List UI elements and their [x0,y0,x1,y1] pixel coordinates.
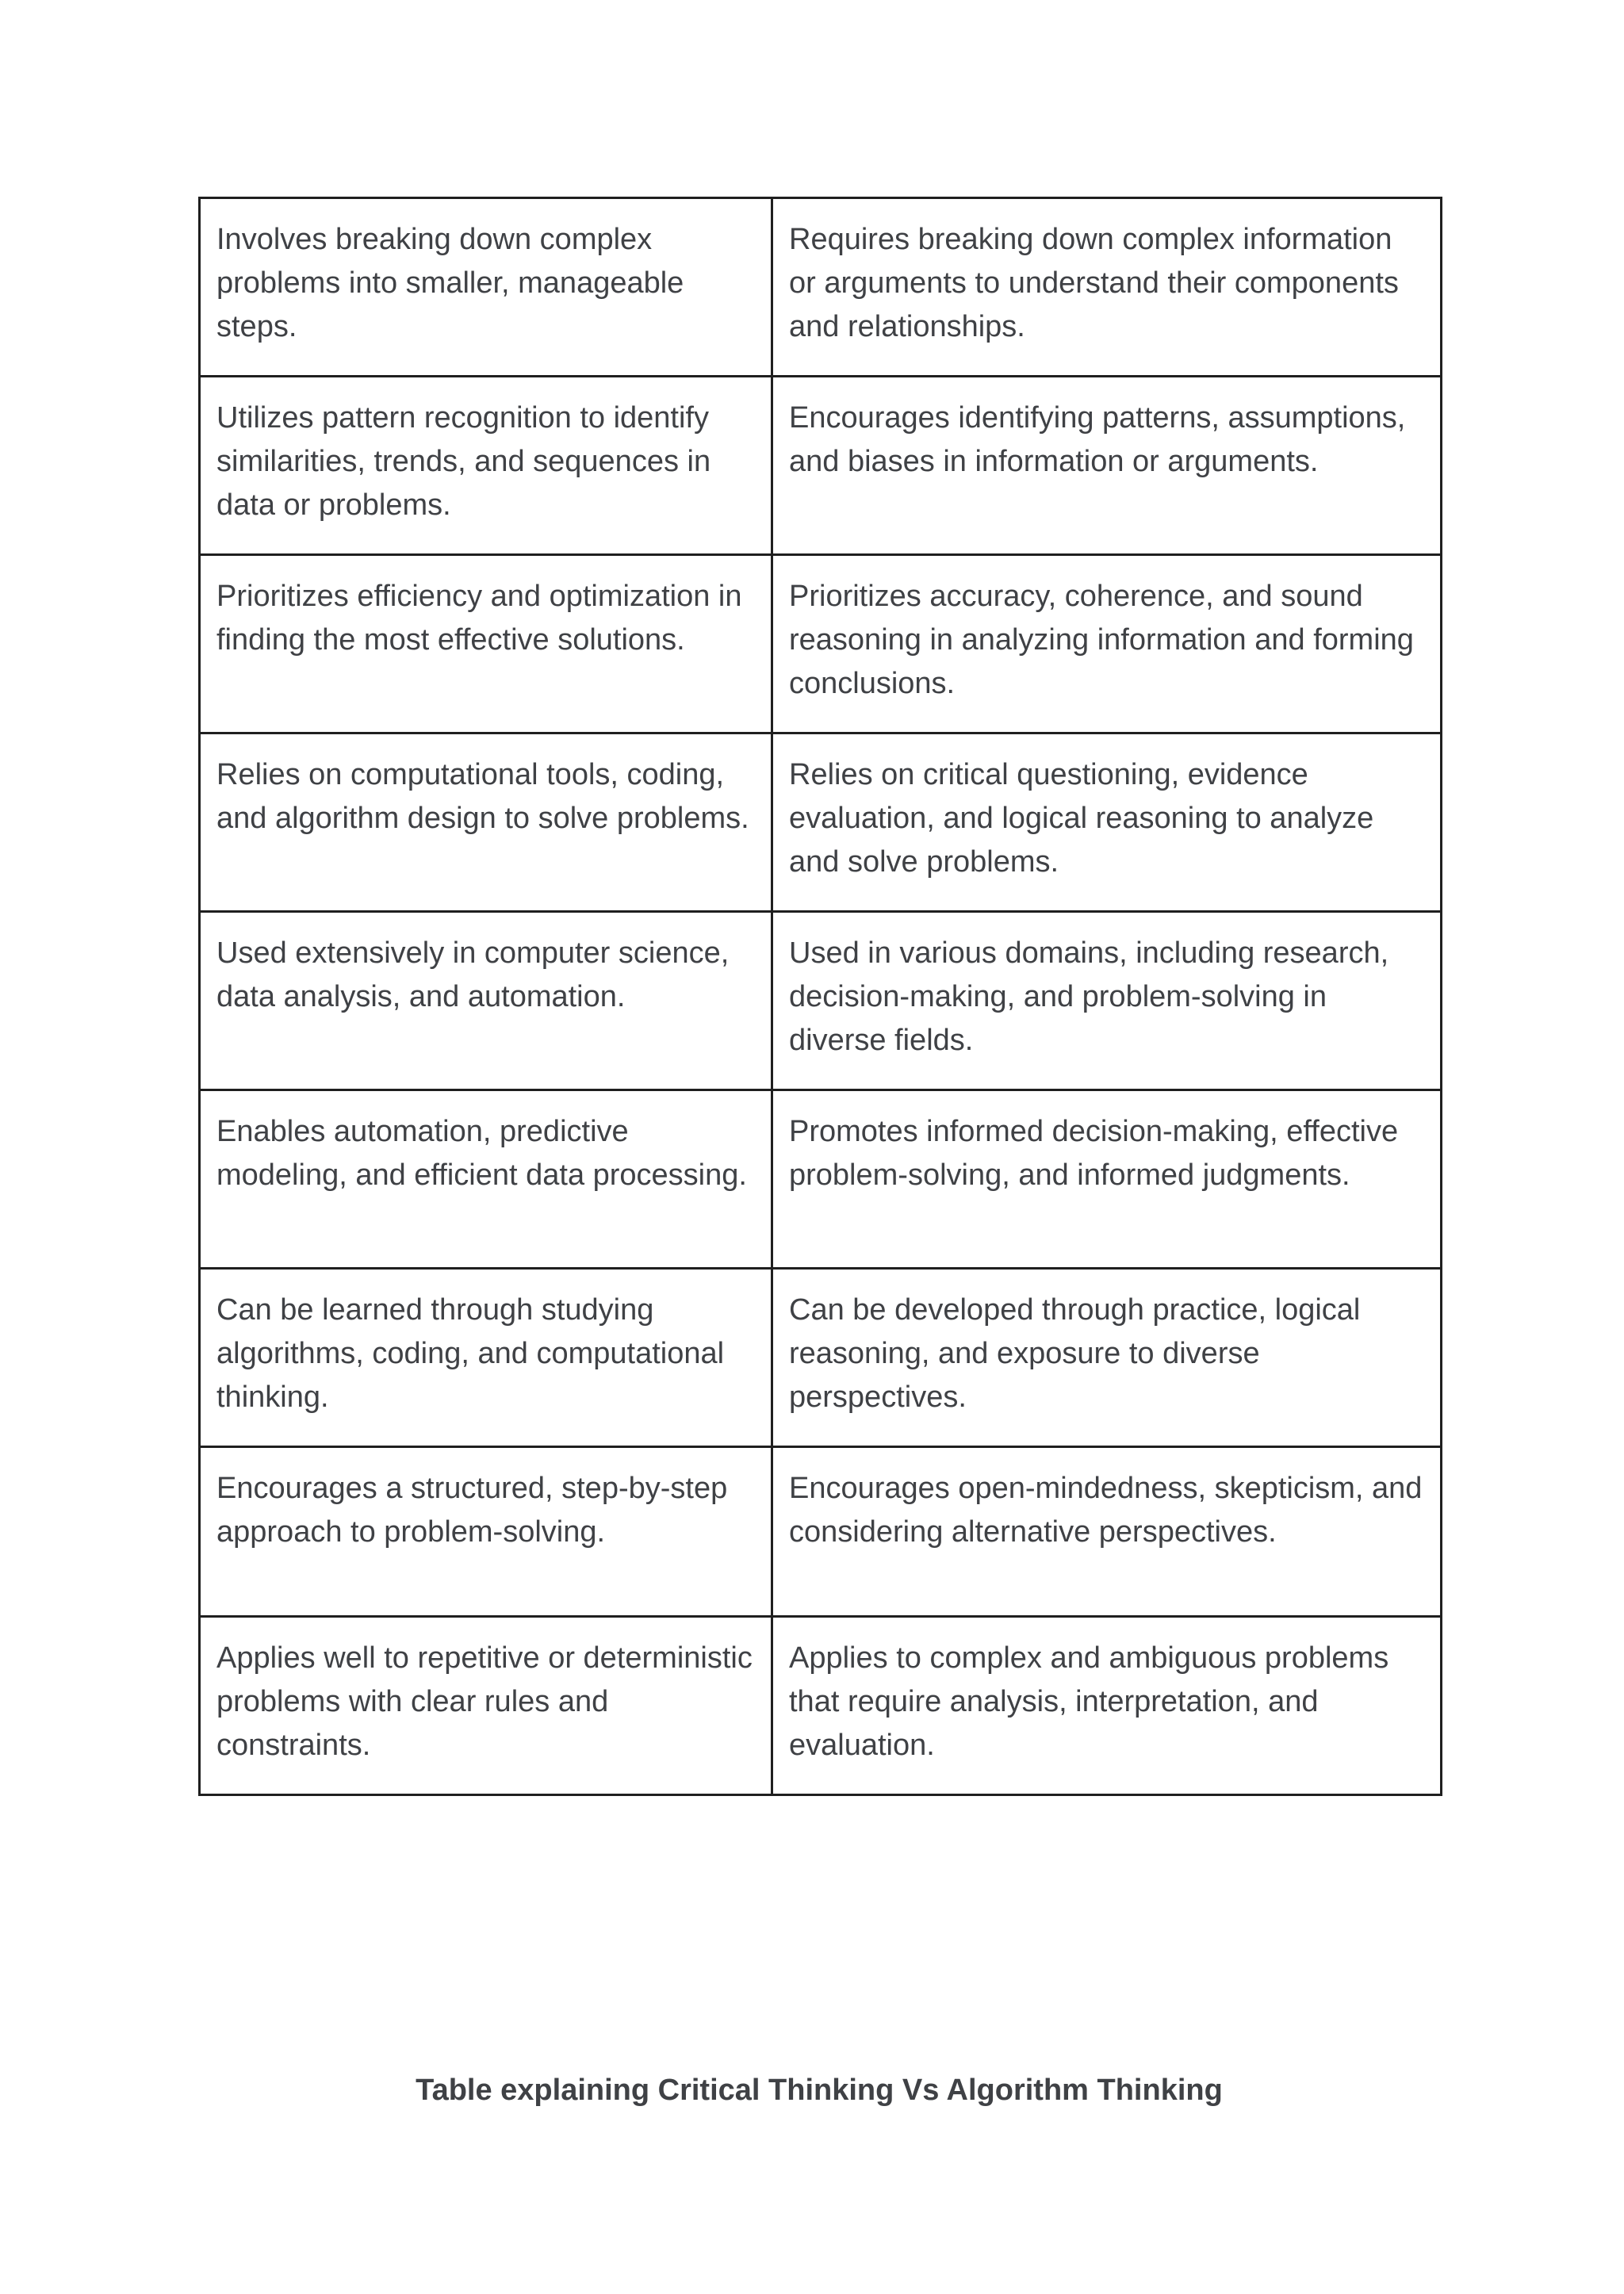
table-cell-algorithm-thinking: Applies well to repetitive or deterministic problems with clear rules and constraints. [200,1617,772,1795]
table-row [200,377,1442,555]
table-cell-algorithm-thinking: Utilizes pattern recognition to identify similarities, trends, and sequences in data or problems. [200,377,772,555]
table-cell-algorithm-thinking: Prioritizes efficiency and optimization in finding the most effective solutions. [200,555,772,733]
table-row [200,198,1442,377]
table-row [200,1447,1442,1617]
table-cell-critical-thinking: Applies to complex and ambiguous problems that require analysis, interpretation, and evaluation. [772,1617,1442,1795]
table-row [200,1090,1442,1269]
table-cell-critical-thinking: Used in various domains, including research, decision-making, and problem-solving in diverse fields. [772,912,1442,1090]
comparison-table [198,197,1442,1796]
table-row [200,1269,1442,1447]
table-cell-critical-thinking: Can be developed through practice, logical reasoning, and exposure to diverse perspectives. [772,1269,1442,1447]
table-row [200,1617,1442,1795]
table-cell-critical-thinking: Requires breaking down complex information or arguments to understand their components and relationships. [772,198,1442,377]
table-cell-algorithm-thinking: Involves breaking down complex problems into smaller, manageable steps. [200,198,772,377]
table-cell-algorithm-thinking: Enables automation, predictive modeling, and efficient data processing. [200,1090,772,1269]
table-row [200,555,1442,733]
table-caption: Table explaining Critical Thinking Vs Algorithm Thinking [416,2074,1223,2107]
table-cell-algorithm-thinking: Relies on computational tools, coding, and algorithm design to solve problems. [200,733,772,912]
table-cell-algorithm-thinking: Can be learned through studying algorithms, coding, and computational thinking. [200,1269,772,1447]
table-cell-critical-thinking: Promotes informed decision-making, effective problem-solving, and informed judgments. [772,1090,1442,1269]
table-cell-critical-thinking: Prioritizes accuracy, coherence, and sound reasoning in analyzing information and forming conclusions. [772,555,1442,733]
table-cell-critical-thinking: Encourages identifying patterns, assumptions, and biases in information or arguments. [772,377,1442,555]
table-cell-critical-thinking: Encourages open-mindedness, skepticism, and considering alternative perspectives. [772,1447,1442,1617]
table-row [200,733,1442,912]
table-cell-critical-thinking: Relies on critical questioning, evidence evaluation, and logical reasoning to analyze and solve problems. [772,733,1442,912]
table-cell-algorithm-thinking: Encourages a structured, step-by-step approach to problem-solving. [200,1447,772,1617]
table-cell-algorithm-thinking: Used extensively in computer science, data analysis, and automation. [200,912,772,1090]
table-row [200,912,1442,1090]
